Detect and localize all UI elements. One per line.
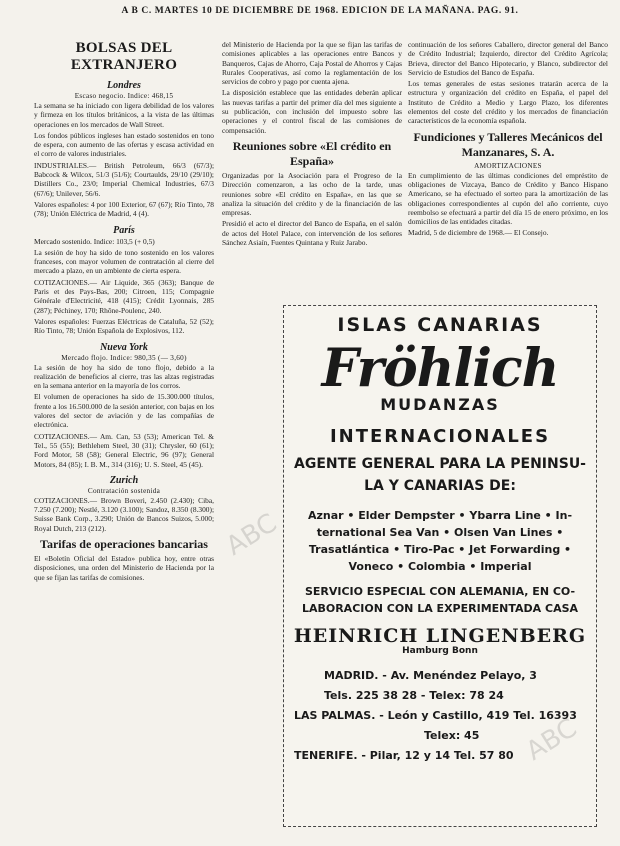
paris-heading: París bbox=[113, 224, 135, 236]
page-header: A B C. MARTES 10 DE DICIEMBRE DE 1968. EDICION DE LA MAÑANA. PAG. 91. bbox=[121, 6, 519, 16]
reuniones-heading: Reuniones sobre «El crédito en España» bbox=[232, 138, 392, 168]
paragraph: Presidió el acto el director del Banco de España, en el salón de actos del Hotel Palace, con intervención de los señores Sánchez Asiaín, Fuentes Quintana y Ruiz Jarabo. bbox=[222, 219, 402, 248]
advertisement bbox=[283, 305, 597, 827]
ad-mudanzas: MUDANZAS bbox=[380, 395, 500, 414]
ad-lines: Trasatlántica • Tiro-Pac • Jet Forwarding • bbox=[308, 543, 572, 556]
column-2 bbox=[222, 40, 402, 249]
paragraph: Valores españoles: Fuerzas Eléctricas de Cataluña, 52 (52); Río Tinto, 78; Unión Española de Explosivos, 112. bbox=[34, 316, 214, 336]
ad-agent-line: AGENTE GENERAL PARA LA PENINSU- bbox=[294, 456, 586, 472]
paragraph: COTIZACIONES.— Brown Boveri, 2.450 (2.430); Ciba, 7.250 (7.200); Nestlé, 3.120 (3.100); Sandoz, 8.350 (8.300); Suisse Bank Corp., 3.290; Unión de Bancos Suizos, 5.000; Royal Dutch, 213 (212). bbox=[34, 495, 214, 533]
paragraph: COTIZACIONES.— Air Liquide, 365 (363); Banque de Paris et des Pays-Bas, 200; Citroen, 115; Compagnie Générale d'Electricité, 418 (415); Crédit Lyonnais, 285 (287); Péchiney, 170; Rhône-Poulenc, 240. bbox=[34, 277, 214, 315]
paragraph: La semana se ha iniciado con ligera debilidad de los valores y firmeza en los títulos británicos, a la vista de las últimas operaciones en los mercados de Wall Street. bbox=[34, 101, 214, 129]
ad-address-line: MADRID. - Av. Menéndez Pelayo, 3 bbox=[324, 669, 537, 682]
paragraph: Mercado sostenido. Indice: 103,5 (+ 0,5) bbox=[34, 236, 155, 246]
watermark-abc: ABC bbox=[221, 508, 283, 562]
paragraph: continuación de los señores Caballero, director general del Banco de Crédito Industrial; Izquierdo, director del Crédito Agrícola; Brieva, director del Banco Hipotecario, y Blanco, subdirector del Servicio de Estudios del Banco de España. bbox=[408, 40, 608, 77]
ad-agent-line: LA Y CANARIAS DE: bbox=[364, 478, 516, 494]
ad-service: SERVICIO ESPECIAL CON ALEMANIA, EN CO- bbox=[304, 585, 576, 598]
ad-address-line: TENERIFE. - Pilar, 12 y 14 Tel. 57 80 bbox=[294, 749, 514, 762]
ad-lines: ternational Sea Van • Olsen Van Lines • bbox=[316, 526, 564, 539]
london-heading: Londres bbox=[107, 80, 141, 91]
tarifas-heading: Tarifas de operaciones bancarias bbox=[40, 536, 208, 551]
paragraph: En cumplimiento de las últimas condiciones del empréstito de obligaciones de Vizcaya, Banco de Crédito y Banco Hispano Americano, se ha efectuado el sorteo para la amortización de las obligaciones correspondientes al cupón del año corriente, cuyo reembolso se efectuará a partir del día 15 de enero próximo, en los domicilios de las entidades citadas. bbox=[408, 170, 608, 227]
fundiciones-heading: Fundiciones y Talleres Mecánicos del Manzanares, S. A. bbox=[413, 129, 603, 159]
paragraph: Madrid, 5 de diciembre de 1968.— El Consejo. bbox=[408, 228, 549, 238]
london-subheading: Escaso negocio. Indice: 468,15 bbox=[74, 92, 174, 100]
paragraph: Organizadas por la Asociación para el Progreso de la Dirección comenzaron, a las ocho de la tarde, unas reuniones sobre «El crédito en España», en las que se analiza la situación del crédito y de la financiación de las empresas. bbox=[222, 170, 402, 218]
paragraph: La disposición establece que las entidades deberán aplicar las nuevas tarifas a partir del primer día del mes siguiente a su publicación, con inclusión del impuesto sobre las operaciones y el control fiscal de las comisiones de compensación. bbox=[222, 88, 402, 135]
ad-lines: Aznar • Elder Dempster • Ybarra Line • In- bbox=[307, 509, 573, 522]
column-3 bbox=[408, 40, 608, 240]
ad-internacionales: INTERNACIONALES bbox=[329, 426, 551, 447]
paragraph: El volumen de operaciones ha sido de 15.300.000 títulos, frente a los 16.500.000 de la sesión anterior, con bajas en los valores del sector de aviación y de las compañías de electrónica. bbox=[34, 392, 214, 430]
ad-brand-logo: Fröhlich bbox=[321, 338, 559, 399]
ad-addresses bbox=[284, 666, 596, 766]
ad-region: ISLAS CANARIAS bbox=[337, 314, 543, 336]
ad-partner-name: HEINRICH LINGENBERG bbox=[293, 625, 587, 647]
section-title: BOLSAS DEL EXTRANJERO bbox=[70, 40, 178, 73]
paragraph: INDUSTRIALES.— British Petroleum, 66/3 (67/3); Babcock & Wilcox, 51/3 (51/6); Courtaulds, 29/10 (29/10); Distillers Co., 23/0; Imperial Chemical Industries, 67/3 (67/6); Unilever, 56/6. bbox=[34, 160, 214, 198]
fundiciones-subheading: AMORTIZACIONES bbox=[474, 161, 542, 170]
ad-lines: Voneco • Colombia • Imperial bbox=[348, 560, 532, 573]
ad-address-line: LAS PALMAS. - León y Castillo, 419 Tel. 16393 bbox=[294, 709, 577, 722]
ad-partner-cities: Hamburg Bonn bbox=[402, 646, 478, 656]
column-1 bbox=[34, 40, 214, 584]
ad-service: LABORACION CON LA EXPERIMENTADA CASA bbox=[301, 602, 579, 615]
paragraph: La sesión de hoy ha sido de tono flojo, debido a la realización de beneficios al cierre, tras las alzas registradas en la semana anterior en la mayoría de los corros. bbox=[34, 362, 214, 391]
zurich-subheading: Contratación sostenida bbox=[87, 486, 161, 495]
newyork-heading: Nueva York bbox=[100, 341, 148, 353]
paragraph: COTIZACIONES.— Am. Can, 53 (53); American Tel. & Tel., 55 (55); Bethlehem Steel, 30 (31); Chrysler, 60 (61); Ford Motor, 58 (58); General Electric, 96 (97); General Motors, 84 (85); I. B. M., 314 (316); U. S. Steel, 45 (45). bbox=[34, 431, 214, 469]
paragraph: El «Boletín Oficial del Estado» publica hoy, entre otras disposiciones, una orden del Ministerio de Hacienda por la que se fijan las tarifas de comisiones. bbox=[34, 553, 214, 582]
newyork-subheading: Mercado flojo. Indice: 980,35 (— 3,60) bbox=[61, 353, 187, 362]
ad-address-line: Tels. 225 38 28 - Telex: 78 24 bbox=[324, 689, 504, 702]
paragraph: del Ministerio de Hacienda por la que se fijan las tarifas de comisiones aplicables a las operaciones entre Bancos y Banqueros, Cajas de Ahorro, Caja Postal de Ahorros y Cajas Rurales Cooperativas, así como la reglamentación de los servicios de cobro y pago por cuenta ajena. bbox=[222, 40, 402, 87]
paragraph: Los temas generales de estas sesiones tratarán acerca de la estructura y organización del crédito en España, el papel del Instituto de Crédito a Medio y Largo Plazo, los diferentes elementos del coste del crédito y los mercados de financiación característicos de la economía española. bbox=[408, 79, 608, 126]
paragraph: Los fondos públicos ingleses han estado sostenidos en tono de espera, con aumento de las ofertas y escasa actividad en el corro de valores industriales. bbox=[34, 130, 214, 159]
ad-address-line: Telex: 45 bbox=[424, 729, 480, 742]
paragraph: La sesión de hoy ha sido de tono sostenido en los valores franceses, con mayor volumen de contratación al cierre del mercado a plazo, en un ambiente de cierta espera. bbox=[34, 247, 214, 276]
paragraph: Valores españoles: 4 por 100 Exterior, 67 (67); Río Tinto, 78 (78); Unión Eléctrica de Madrid, 4 (4). bbox=[34, 199, 214, 219]
zurich-heading: Zurich bbox=[109, 474, 139, 486]
